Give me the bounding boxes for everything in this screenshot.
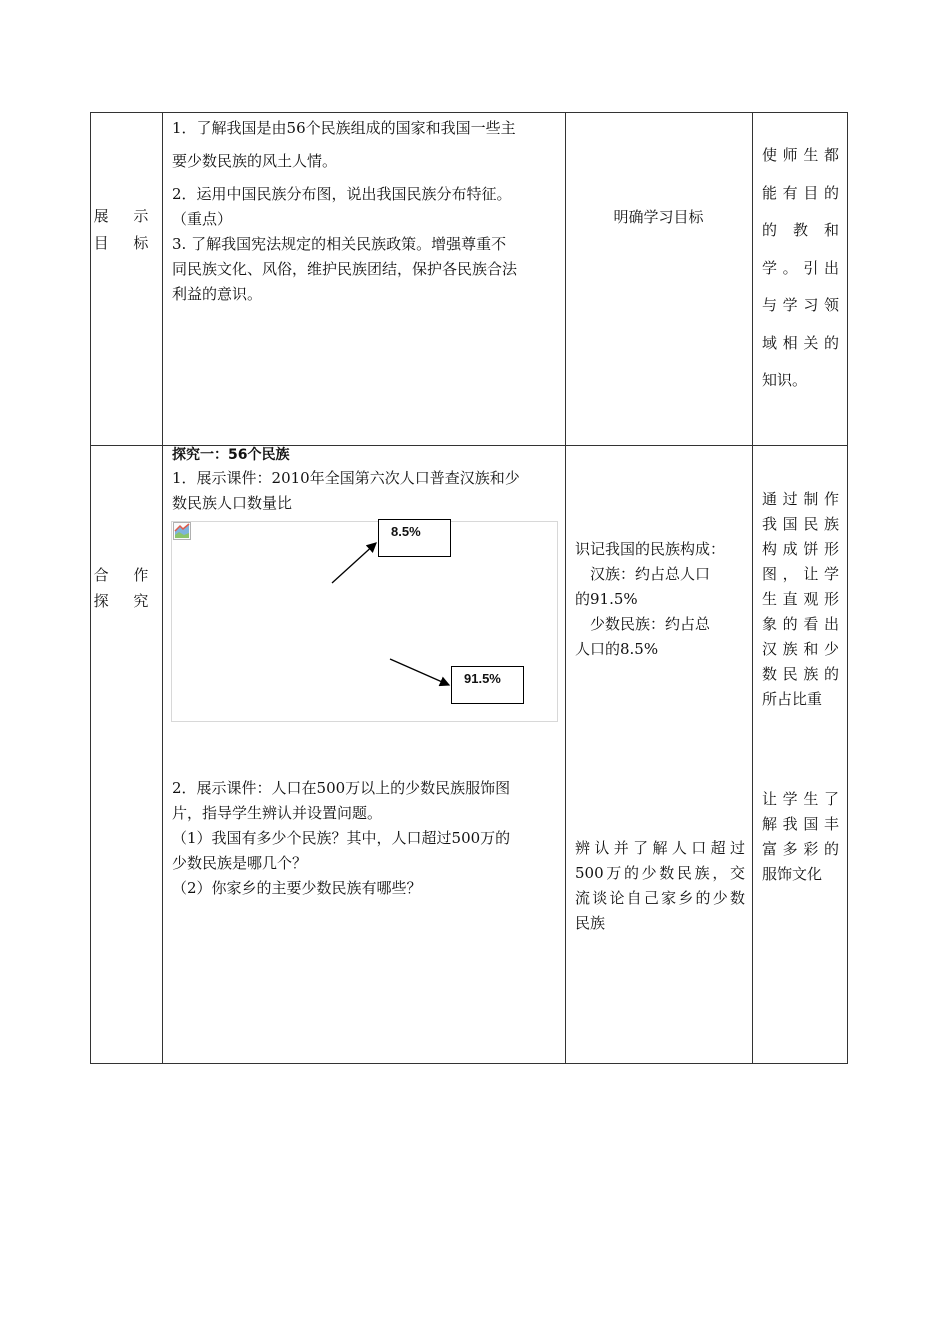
row2-intent1-line: 图，让学 [762,565,839,583]
row2-intent1-line: 我国民族 [762,515,839,533]
row1-content-line: 要少数民族的风土人情。 [172,152,338,170]
row1-intent-line: 域相关的 [762,333,839,352]
table-border-left [90,112,91,1064]
row2-item2-line: （2）你家乡的主要少数民族有哪些？ [172,879,422,897]
row2-activity1-line: 识记我国的民族构成： [575,540,726,558]
row1-label [93,204,159,256]
table-col-divider-1 [162,112,163,1064]
row1-content-line: 利益的意识。 [172,285,263,303]
pie-label-minority: 8.5% [378,519,451,557]
row2-intent2 [762,787,839,887]
row2-activity1 [575,537,745,662]
row1-label-line2: 目 标 [93,234,159,252]
row1-content-line: （重点） [172,210,233,228]
row1-content-line: 2．运用中国民族分布图，说出我国民族分布特征。 [172,185,512,203]
row1-intent-line: 能有目的 [762,183,839,202]
row2-activity1-line: 少数民族：约占总 [575,615,711,633]
row1-intent-line: 的 教 和 [762,221,839,239]
row2-intent1-line: 构成饼形 [762,540,839,558]
row1-content [172,116,558,307]
row2-activity1-line: 人口的8.5% [575,640,659,658]
row2-intent1-line: 通过制作 [762,490,839,508]
row2-label-line2: 探 究 [93,592,159,610]
row2-heading: 探究一：56个民族 [172,447,290,463]
table-border-bottom [90,1063,848,1064]
row2-activity1-line: 的91.5% [575,590,638,608]
row2-intent2-line: 富多彩的 [762,840,839,858]
table-border-top [90,112,848,113]
row2-intent1-line: 生直观形 [762,590,839,608]
row2-activity2 [575,836,745,936]
table-col-divider-3 [752,112,753,1064]
row2-label-line1: 合 作 [93,566,159,584]
broken-image-icon [173,522,191,540]
row2-activity1-line: 汉族：约占总人口 [575,565,711,583]
row2-intent1-line: 数民族的 [762,665,839,683]
table-border-right [847,112,848,1064]
row1-content-line: 1．了解我国是由56个民族组成的国家和我国一些主 [172,119,516,137]
row2-item2-line: 片，指导学生辨认并设置问题。 [172,804,383,822]
row2-intent2-line: 解我国丰 [762,815,839,833]
table-col-divider-2 [565,112,566,1064]
row2-activity2-line: 民族 [575,914,606,932]
row1-intent [762,137,839,400]
row2-intent1-line: 汉族和少 [762,640,839,658]
row2-intent1-line: 所占比重 [762,690,823,708]
row2-item2-line: 少数民族是哪几个？ [172,854,308,872]
row2-activity2-line: 流谈论自己家乡的少数 [575,889,745,907]
row2-activity2-line: 辨认并了解人口超过 [575,839,745,857]
row1-intent-line: 学。引出 [762,258,839,277]
row2-intent2-line: 让学生了 [762,790,839,808]
row2-item1-line: 数民族人口数量比 [172,494,293,512]
row2-label [93,563,159,614]
row1-intent-line: 知识。 [762,371,808,389]
row1-content-line: 3. 了解我国宪法规定的相关民族政策。增强尊重不 [172,235,507,253]
row1-intent-line: 使师生都 [762,146,839,164]
row2-intent1 [762,487,839,712]
row1-label-line1: 展 示 [93,207,159,225]
row1-intent-line: 与学习领 [762,296,839,314]
pie-label-han: 91.5% [451,666,524,704]
row1-content-line: 同民族文化、风俗，维护民族团结，保护各民族合法 [172,260,518,278]
row1-activity: 明确学习目标 [613,208,704,226]
row2-activity2-line: 500万的少数民族，交 [575,864,745,882]
row2-intent2-line: 服饰文化 [762,865,823,883]
row2-item2-line: 2．展示课件：人口在500万以上的少数民族服饰图 [172,779,511,797]
row2-item2-line: （1）我国有多少个民族？其中，人口超过500万的 [172,829,511,847]
row2-item1 [172,466,558,516]
row2-intent1-line: 象的看出 [762,615,839,633]
row2-item2 [172,776,558,901]
row2-item1-line: 1．展示课件：2010年全国第六次人口普查汉族和少 [172,469,520,487]
